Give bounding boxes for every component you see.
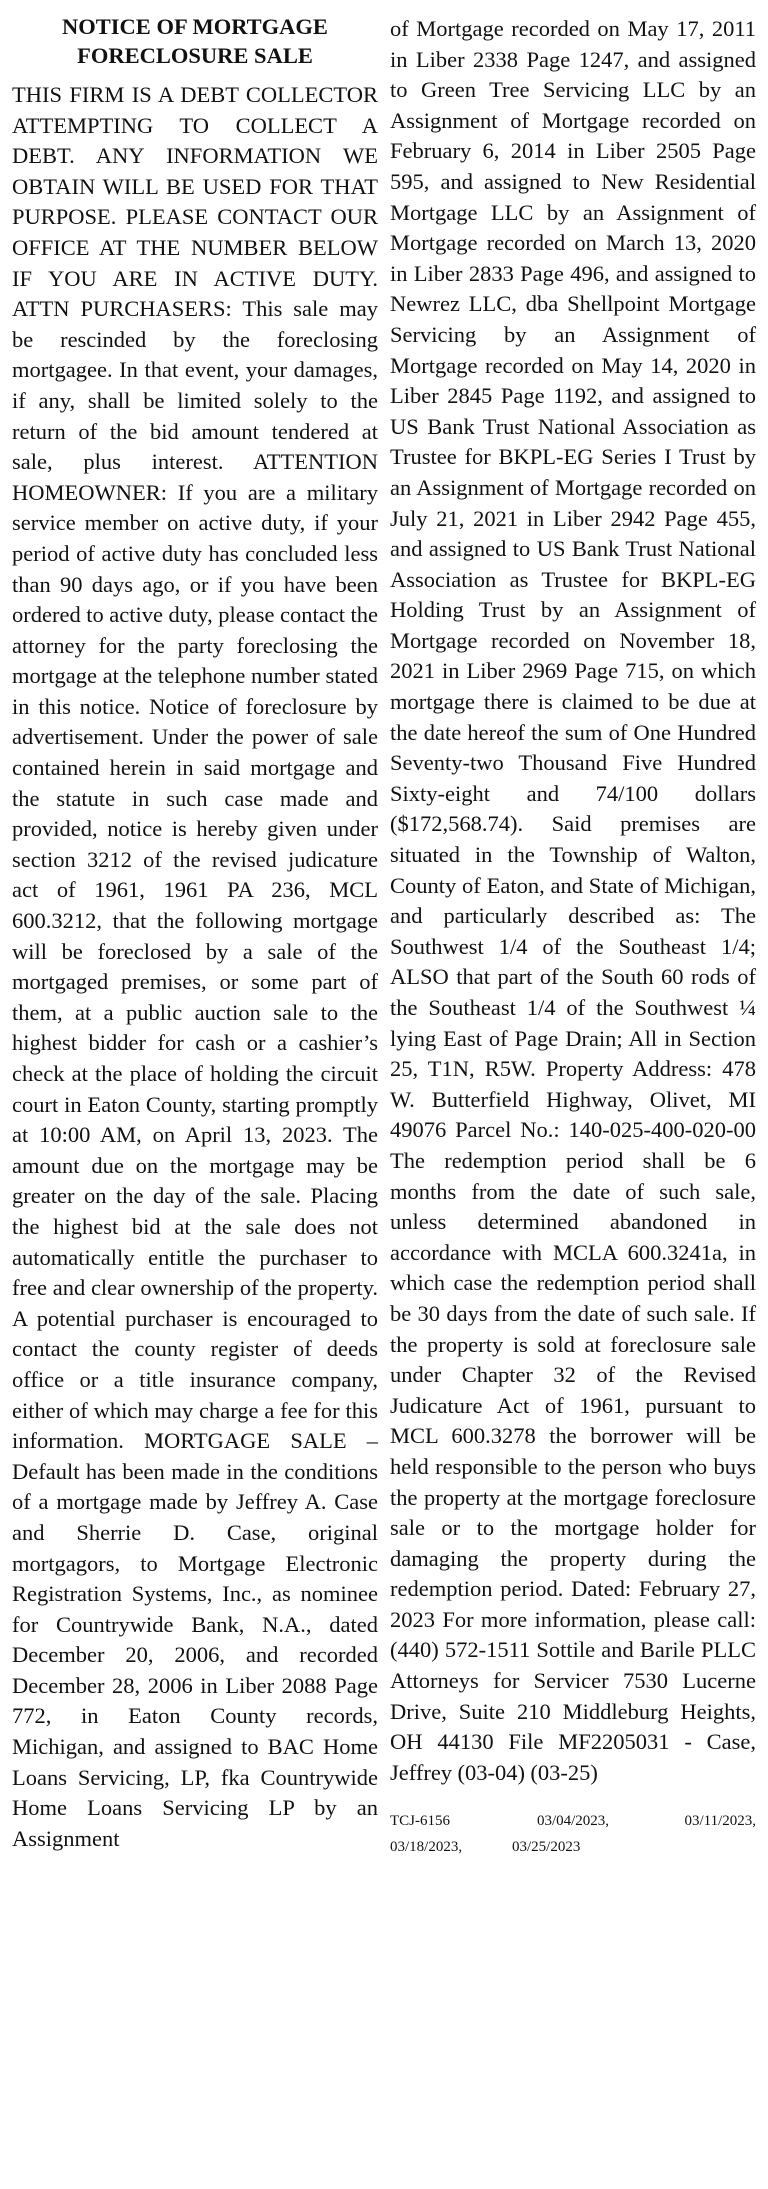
- notice-body-right: of Mortgage recorded on May 17, 2011 in Liber 2338 Page 1247, and assigned to Green Tree Servicing LLC by an Assignment of Mortgage recorded on February 6, 2014 in Liber 2505 Page 595, and assigned to New Residential Mortgage LLC by an Assignment of Mortgage recorded on March 13, 2020 in Liber 2833 Page 496, and assigned to Newrez LLC, dba Shellpoint Mortgage Servicing by an Assignment of Mortgage recorded on May 14, 2020 in Liber 2845 Page 1192, and assigned to US Bank Trust National Association as Trustee for BKPL-EG Series I Trust by an Assignment of Mortgage recorded on July 21, 2021 in Liber 2942 Page 455, and assigned to US Bank Trust National Association as Trustee for BKPL-EG Holding Trust by an Assignment of Mortgage recorded on November 18, 2021 in Liber 2969 Page 715, on which mortgage there is claimed to be due at the date hereof the sum of One Hundred Seventy-two Thousand Five Hundred Sixty-eight and 74/100 dollars ($172,568.74). Said premises are situated in the Township of Walton, County of Eaton, and State of Michigan, and particularly described as: The Southwest 1/4 of the Southeast 1/4; ALSO that part of the South 60 rods of the Southeast 1/4 of the Southwest ¼ lying East of Page Drain; All in Section 25, T1N, R5W. Property Address: 478 W. Butterfield Highway, Olivet, MI 49076 Parcel No.: 140-025-400-020-00 The redemption period shall be 6 months from the date of such sale, unless determined abandoned in accordance with MCLA 600.3241a, in which case the redemption period shall be 30 days from the date of such sale. If the property is sold at foreclosure sale under Chapter 32 of the Revised Judicature Act of 1961, pursuant to MCL 600.3278 the borrower will be held responsible to the person who buys the property at the mortgage foreclosure sale or to the mortgage holder for damaging the property during the redemption period. Dated: February 27, 2023 For more information, please call: (440) 572-1511 Sottile and Barile PLLC Attorneys for Servicer 7530 Lucerne Drive, Suite 210 Middleburg Heights, OH 44130 File MF2205031 - Case, Jeffrey (03-04) (03-25): [390, 16, 756, 1785]
- notice-title-line-2: FORECLOSURE SALE: [77, 43, 313, 68]
- notice-title: [18, 12, 372, 70]
- publication-date-1: 03/04/2023,: [536, 1813, 610, 1830]
- publication-date-3: 03/18/2023,: [390, 1839, 463, 1856]
- notice-column-right: [390, 12, 756, 2189]
- publication-date-4: 03/25/2023: [512, 1839, 581, 1856]
- notice-column-left: [12, 12, 378, 2189]
- ad-id: TCJ-6156: [390, 1813, 450, 1830]
- notice-body-left: THIS FIRM IS A DEBT COLLECTOR ATTEMPTING TO COLLECT A DEBT. ANY INFORMATION WE OBTAIN WILL BE USED FOR THAT PURPOSE. PLEASE CONTACT OUR OFFICE AT THE NUMBER BELOW IF YOU ARE IN ACTIVE DUTY. ATTN PURCHASERS: This sale may be rescinded by the foreclosing mortgagee. In that event, your damages, if any, shall be limited solely to the return of the bid amount tendered at sale, plus interest. ATTENTION HOMEOWNER: If you are a military service member on active duty, if your period of active duty has concluded less than 90 days ago, or if you have been ordered to active duty, please contact the attorney for the party foreclosing the mortgage at the telephone number stated in this notice. Notice of foreclosure by advertisement. Under the power of sale contained herein in said mortgage and the statute in such case made and provided, notice is hereby given under section 3212 of the revised judicature act of 1961, 1961 PA 236, MCL 600.3212, that the following mortgage will be foreclosed by a sale of the mortgaged premises, or some part of them, at a public auction sale to the highest bidder for cash or a cashier’s check at the place of holding the circuit court in Eaton County, starting promptly at 10:00 AM, on April 13, 2023. The amount due on the mortgage may be greater on the day of the sale. Placing the highest bid at the sale does not automatically entitle the purchaser to free and clear ownership of the property. A potential purchaser is encouraged to contact the county register of deeds office or a title insurance company, either of which may charge a fee for this information. MORTGAGE SALE – Default has been made in the conditions of a mortgage made by Jeffrey A. Case and Sherrie D. Case, original mortgagors, to Mortgage Electronic Registration Systems, Inc., as nominee for Countrywide Bank, N.A., dated December 20, 2006, and recorded December 28, 2006 in Liber 2088 Page 772, in Eaton County records, Michigan, and assigned to BAC Home Loans Servicing, LP, fka Countrywide Home Loans Servicing LP by an Assignment: [12, 82, 378, 1851]
- notice-title-line-1: NOTICE OF MORTGAGE: [62, 14, 328, 39]
- publication-footer: [390, 1808, 756, 1860]
- publication-date-2: 03/11/2023,: [684, 1813, 756, 1830]
